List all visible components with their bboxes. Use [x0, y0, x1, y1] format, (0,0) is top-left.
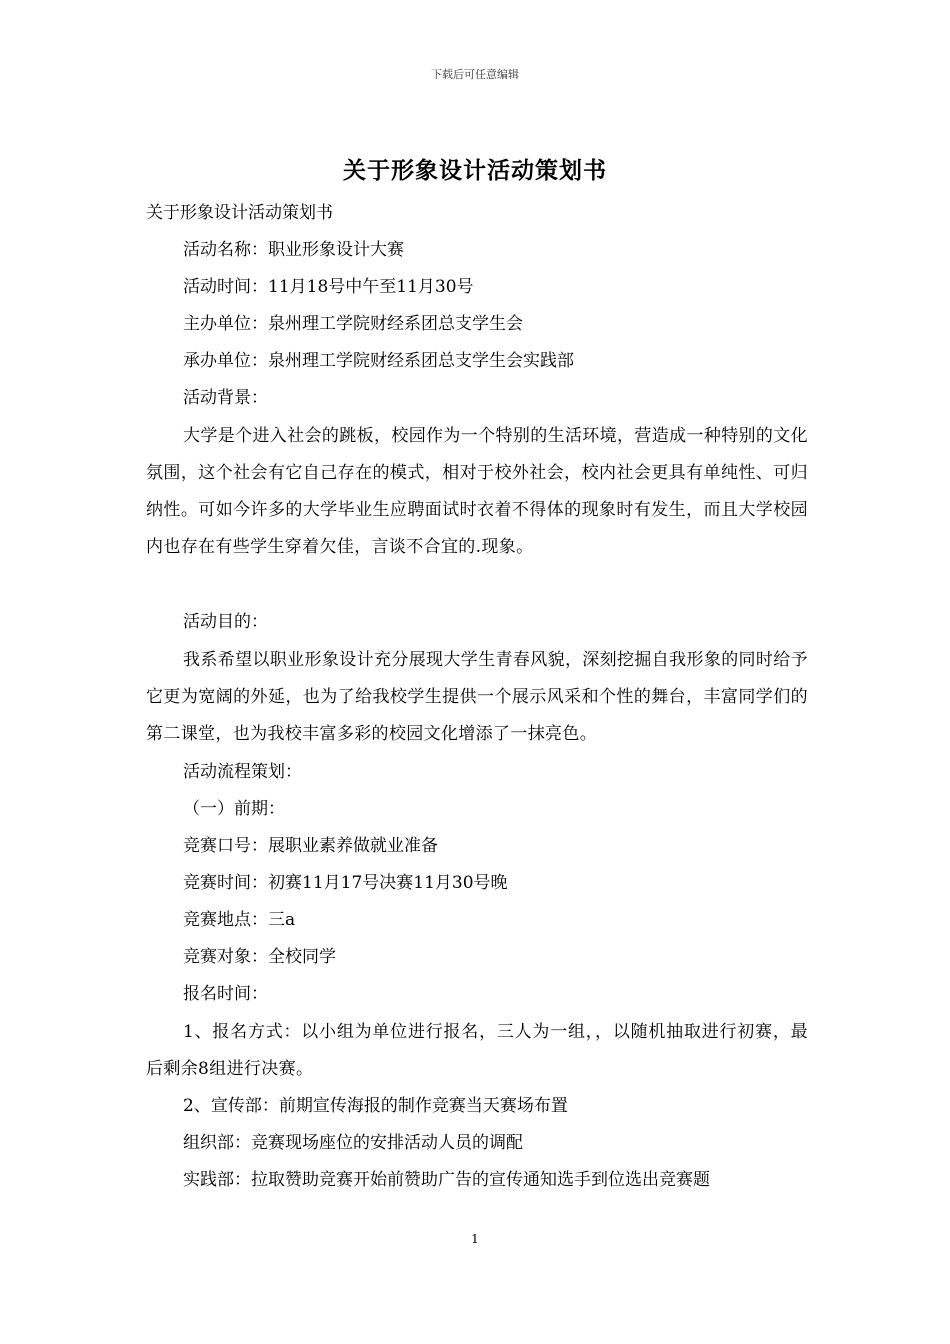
organization-dept: 组织部：竞赛现场座位的安排活动人员的调配 — [183, 1133, 523, 1153]
signup-method-paragraph: 1、报名方式：以小组为单位进行报名，三人为一组，，以随机抽取进行初赛，最后剩余8组进行决赛。 — [146, 1022, 808, 1079]
competition-time: 竞赛时间：初赛11月17号决赛11月30号晚 — [183, 873, 508, 893]
practice-dept: 实践部：拉取赞助竞赛开始前赞助广告的宣传通知选手到位选出竞赛题 — [183, 1170, 710, 1190]
purpose-heading: 活动目的： — [183, 612, 268, 632]
background-heading: 活动背景： — [183, 388, 268, 408]
phase-one-heading: （一）前期： — [183, 799, 285, 819]
background-paragraph: 大学是个进入社会的跳板，校园作为一个特别的生活环境，营造成一种特别的文化氛围，这个社会有它自己存在的模式，相对于校外社会，校内社会更具有单纯性、可归纳性。可如今许多的大学毕业生应聘面试时衣着不得体的现象时有发生，而且大学校园内也存在有些学生穿着欠佳，言谈不合宜的.现象。 — [146, 426, 808, 557]
competition-audience: 竞赛对象：全校同学 — [183, 947, 336, 967]
flow-heading: 活动流程策划： — [183, 762, 302, 782]
document-title: 关于形象设计活动策划书 — [343, 157, 607, 184]
subtitle: 关于形象设计活动策划书 — [146, 203, 333, 223]
competition-location: 竞赛地点：三a — [183, 910, 296, 930]
activity-time: 活动时间：11月18号中午至11月30号 — [183, 277, 474, 297]
host-unit: 主办单位：泉州理工学院财经系团总支学生会 — [183, 314, 523, 334]
page-number: 1 — [471, 1232, 479, 1246]
purpose-paragraph: 我系希望以职业形象设计充分展现大学生青春风貌，深刻挖掘自我形象的同时给予它更为宽阔的外延，也为了给我校学生提供一个展示风采和个性的舞台，丰富同学们的第二课堂，也为我校丰富多彩的校园文化增添了一抹亮色。 — [146, 650, 808, 744]
publicity-dept: 2、宣传部：前期宣传海报的制作竞赛当天赛场布置 — [183, 1096, 568, 1116]
organizer-unit: 承办单位：泉州理工学院财经系团总支学生会实践部 — [183, 351, 574, 371]
page-header: 下载后可任意编辑 — [431, 68, 519, 81]
competition-slogan: 竞赛口号：展职业素养做就业准备 — [183, 836, 438, 856]
signup-time: 报名时间： — [183, 984, 268, 1004]
activity-name: 活动名称：职业形象设计大赛 — [183, 240, 404, 260]
